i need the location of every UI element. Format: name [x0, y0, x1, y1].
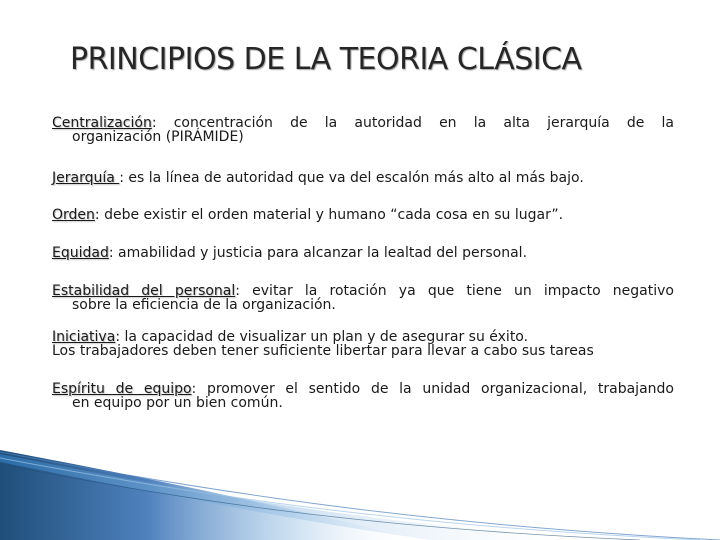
principle-line [52, 330, 674, 344]
principle-text-continuation: en equipo por un bien común. [72, 395, 283, 411]
principle-term: Estabilidad del personal [52, 283, 236, 299]
principle-term: Iniciativa [52, 329, 116, 345]
principle-espiritu [52, 382, 674, 410]
principle-text: : debe existir el orden material y humano “cada cosa en su lugar”. [94, 207, 564, 223]
principle-orden [52, 208, 674, 222]
principle-text: : concentración de la autoridad en la alta jerarquía de la [151, 115, 674, 131]
principle-term: Centralización [52, 115, 152, 131]
principle-text-continuation: Los trabajadores deben tener suficiente libertar para llevar a cabo sus tareas [52, 343, 594, 359]
principle-jerarquia [52, 171, 674, 185]
principle-text: : la capacidad de visualizar un plan y de asegurar su éxito. [115, 329, 529, 345]
principle-line [52, 116, 674, 130]
principle-term: Espíritu de equipo [52, 381, 192, 397]
principle-text: : amabilidad y justicia para alcanzar la lealtad del personal. [108, 245, 528, 261]
principle-text: : promover el sentido de la unidad organizacional, trabajando [191, 381, 674, 397]
principle-line [52, 171, 674, 185]
principle-line [52, 246, 674, 260]
principle-term: Orden [52, 207, 95, 223]
principles-list [52, 116, 674, 410]
principle-line [52, 284, 674, 298]
principle-line [52, 208, 674, 222]
principle-line [52, 382, 674, 396]
principle-text: : evitar la rotación ya que tiene un impacto negativo [235, 283, 674, 299]
principle-centralizacion [52, 116, 674, 144]
principle-term: Equidad [52, 245, 109, 261]
principle-text: : es la línea de autoridad que va del escalón más alto al más bajo. [119, 170, 584, 186]
principle-text-continuation: sobre la eficiencia de la organización. [72, 297, 336, 313]
principle-estabilidad [52, 284, 674, 312]
principle-iniciativa [52, 330, 674, 358]
principle-equidad [52, 246, 674, 260]
principle-text-continuation: organización (PIRÁMIDE) [72, 129, 244, 145]
slide-title: PRINCIPIOS DE LA TEORIA CLÁSICA [70, 42, 582, 77]
corner-wave-decoration [0, 440, 720, 540]
principle-term: Jerarquía [52, 170, 120, 186]
